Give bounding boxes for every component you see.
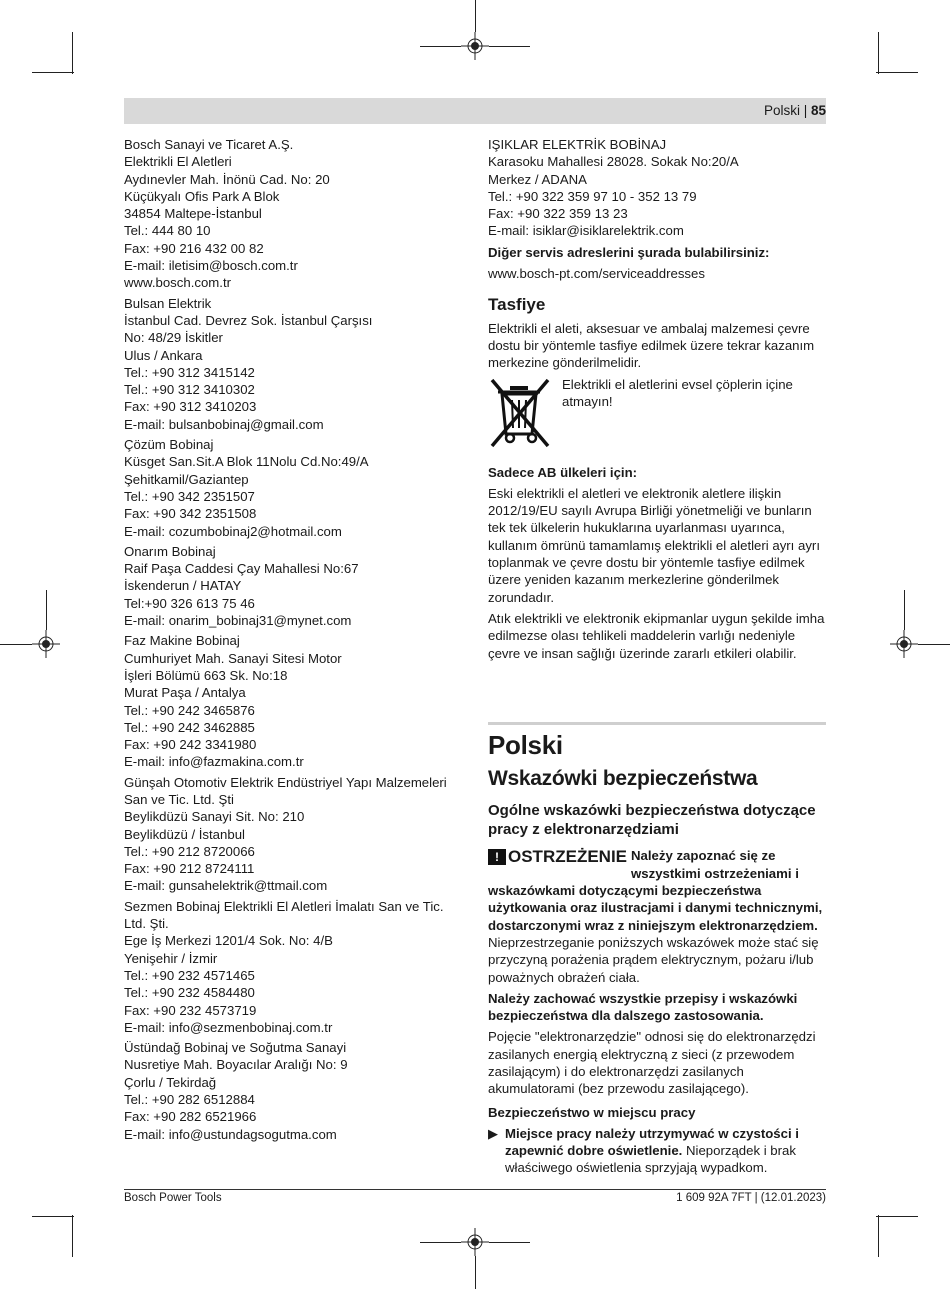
- address-block: [124, 632, 464, 770]
- address-name: Çözüm Bobinaj: [124, 437, 214, 453]
- weee-text: Elektrikli el aletlerini evsel çöplerin içine atmayın!: [562, 376, 793, 409]
- address-name: Üstündağ Bobinaj ve Soğutma Sanayi: [124, 1040, 347, 1056]
- address-line: 34854 Maltepe-İstanbul: [124, 206, 262, 222]
- address-line: Fax: +90 242 3341980: [124, 737, 257, 753]
- address-block: [124, 543, 464, 629]
- service-addresses-column: [124, 136, 464, 1146]
- crop-mark: [32, 1216, 74, 1217]
- address-line: Tel.: +90 342 2351507: [124, 488, 255, 504]
- safety-title: Wskazówki bezpieczeństwa: [488, 767, 758, 791]
- bullet-arrow-icon: ▶: [488, 1125, 499, 1141]
- header-language: Polski: [763, 103, 800, 118]
- address-line: Elektrikli El Aletleri: [124, 154, 232, 170]
- footer-rule: [124, 1189, 826, 1190]
- address-block: [124, 136, 464, 292]
- address-block: [124, 436, 464, 540]
- address-name: Günşah Otomotiv Elektrik Endüstriyel Yapı Malzemeleri San ve Tic. Ltd. Şti: [124, 774, 447, 807]
- address-line: E-mail: info@fazmakina.com.tr: [124, 754, 304, 770]
- address-line: Fax: +90 232 4573719: [124, 1002, 257, 1018]
- address-name: IŞIKLAR ELEKTRİK BOBİNAJ: [488, 137, 667, 152]
- address-line: Fax: +90 212 8724111: [124, 861, 255, 877]
- address-block: [124, 774, 464, 895]
- address-line: Tel.: +90 232 4584480: [124, 985, 255, 1001]
- language-section-title: Polski: [488, 729, 563, 760]
- address-line: Fax: +90 322 359 13 23: [488, 206, 628, 222]
- crop-mark: [876, 1216, 918, 1217]
- eu-only-heading: Sadece AB ülkeleri için:: [488, 464, 638, 480]
- address-line: Tel.: +90 212 8720066: [124, 843, 255, 859]
- power-tool-definition: Pojęcie "elektronarzędzie" odnosi się do elektronarzędzi zasilanych energią elektryczną z sieci (z przewodem zasilającym) i do elektronarzędzi zasilanych akumulatorami (bez przewodu zasilającego).: [488, 1029, 816, 1097]
- address-line: Tel.: +90 312 3410302: [124, 382, 255, 398]
- address-name: Onarım Bobinaj: [124, 543, 216, 559]
- address-line: İstanbul Cad. Devrez Sok. İstanbul Çarşısı: [124, 312, 373, 328]
- address-line: Nusretiye Mah. Boyacılar Aralığı No: 9: [124, 1057, 348, 1073]
- registration-mark-icon: [32, 630, 60, 658]
- address-line: Tel.: +90 242 3465876: [124, 702, 255, 718]
- address-line: E-mail: cozumbobinaj2@hotmail.com: [124, 523, 342, 539]
- registration-mark-icon: [890, 630, 918, 658]
- service-url-link[interactable]: www.bosch-pt.com/serviceaddresses: [488, 266, 705, 282]
- address-line: E-mail: onarim_bobinaj31@mynet.com: [124, 613, 352, 629]
- address-name: Sezmen Bobinaj Elektrikli El Aletleri İmalatı San ve Tic. Ltd. Şti.: [124, 898, 444, 932]
- address-line: Şehitkamil/Gaziantep: [124, 471, 249, 487]
- address-line: Beylikdüzü / İstanbul: [124, 826, 245, 842]
- address-line: www.bosch.com.tr: [124, 275, 231, 291]
- address-block: [124, 295, 464, 433]
- header-bar: [124, 98, 826, 124]
- address-line: Murat Paşa / Antalya: [124, 685, 246, 701]
- crop-mark: [32, 72, 74, 73]
- crop-mark: [918, 644, 950, 645]
- address-name: Faz Makine Bobinaj: [124, 633, 240, 649]
- address-name: Bulsan Elektrik: [124, 295, 212, 311]
- address-line: E-mail: gunsahelektrik@ttmail.com: [124, 878, 328, 894]
- crop-mark: [475, 0, 476, 32]
- eu-directive-text: Eski elektrikli el aletleri ve elektronik aletlere ilişkin 2012/19/EU sayılı Avrupa Birliği yönetmeliği ve bunların tek tek ülkelerin hukuklarına uyarlanması uyarınca, kullanım ömrünü tamamlamış elektrikli el aletleri ayrı ayrı toplanmak ve çevre dostu bir yöntemle tasfiye edilmek üzere yeniden kazanım merkezlerine gönderilmek zorundadır.: [488, 485, 820, 605]
- address-line: Merkez / ADANA: [488, 171, 587, 187]
- footer-doc-id: 1 609 92A 7FT | (12.01.2023): [676, 1192, 826, 1204]
- registration-mark-icon: [461, 1228, 489, 1256]
- address-line: Fax: +90 282 6521966: [124, 1109, 257, 1125]
- address-line: E-mail: isiklar@isiklarelektrik.com: [488, 223, 684, 239]
- crop-mark: [878, 1215, 879, 1257]
- crop-mark: [475, 1256, 476, 1289]
- address-line: Tel.: +90 312 3415142: [124, 364, 255, 380]
- crop-mark: [46, 590, 47, 630]
- address-line: Cumhuriyet Mah. Sanayi Sitesi Motor: [124, 650, 342, 666]
- page-header: Polski | 85: [763, 103, 826, 118]
- disposal-heading: Tasfiye: [488, 295, 546, 315]
- section-divider: [488, 722, 826, 725]
- address-line: Tel.: +90 242 3462885: [124, 719, 255, 735]
- crop-mark: [420, 46, 461, 47]
- address-block: [124, 898, 464, 1036]
- crossed-bin-icon: [488, 376, 552, 448]
- keep-instructions-text: Należy zachować wszystkie przepisy i wskazówki bezpieczeństwa dla dalszego zastosowania.: [488, 990, 798, 1024]
- crop-mark: [876, 72, 918, 73]
- address-line: E-mail: info@sezmenbobinaj.com.tr: [124, 1019, 333, 1035]
- address-line: E-mail: info@ustundagsogutma.com: [124, 1126, 337, 1142]
- address-line: Karasoku Mahallesi 28028. Sokak No:20/A: [488, 154, 739, 170]
- warning-normal-text: Nieprzestrzeganie poniższych wskazówek może stać się przyczyną porażenia prądem elektrycznym, pożaru i/lub poważnych obrażeń ciała.: [488, 934, 819, 985]
- warning-triangle-icon: !: [488, 849, 506, 865]
- crop-mark: [489, 46, 530, 47]
- address-line: Küçükyalı Ofis Park A Blok: [124, 188, 280, 204]
- bullet-normal-text: Nieporządek i brak właściwego oświetlenia sprzyjają wypadkom.: [505, 1143, 796, 1176]
- address-block: [124, 1039, 464, 1143]
- address-line: Tel:+90 326 613 75 46: [124, 595, 255, 611]
- general-safety-subtitle: Ogólne wskazówki bezpieczeństwa dotyczące pracy z elektronarzędziami: [488, 802, 816, 839]
- crop-mark: [0, 644, 32, 645]
- address-line: Yenişehir / İzmir: [124, 950, 218, 966]
- crop-mark: [72, 1215, 73, 1257]
- waste-hazard-text: Atık elektrikli ve elektronik ekipmanlar uygun şekilde imha edilmezse olası tehlikeli maddelerin varlığı nedeniyle çevre ve insan sağlığı üzerinde zararlı etkileri olabilir.: [488, 610, 825, 661]
- address-line: Tel.: +90 322 359 97 10 - 352 13 79: [488, 188, 697, 204]
- warning-paragraph: [488, 847, 826, 985]
- right-column: [488, 136, 826, 1177]
- weee-notice: [488, 376, 826, 450]
- address-name: Bosch Sanayi ve Ticaret A.Ş.: [124, 137, 294, 152]
- crop-mark: [878, 32, 879, 74]
- bullet-bold-text: Miejsce pracy należy utrzymywać w czystości i zapewnić dobre oświetlenie.: [505, 1125, 799, 1159]
- crop-mark: [489, 1242, 530, 1243]
- registration-mark-icon: [461, 32, 489, 60]
- address-line: İşleri Bölümü 663 Sk. No:18: [124, 667, 288, 683]
- address-line: Beylikdüzü Sanayi Sit. No: 210: [124, 809, 305, 825]
- address-line: Çorlu / Tekirdağ: [124, 1074, 217, 1090]
- footer-brand: Bosch Power Tools: [124, 1192, 222, 1204]
- address-line: Raif Paşa Caddesi Çay Mahallesi No:67: [124, 561, 359, 577]
- address-line: Ege İş Merkezi 1201/4 Sok. No: 4/B: [124, 933, 333, 949]
- address-line: Tel.: 444 80 10: [124, 223, 211, 239]
- address-line: Küsget San.Sit.A Blok 11Nolu Cd.No:49/A: [124, 454, 369, 470]
- address-line: Tel.: +90 282 6512884: [124, 1092, 255, 1108]
- address-line: Fax: +90 216 432 00 82: [124, 240, 264, 256]
- warning-label: [488, 847, 627, 866]
- address-line: Fax: +90 312 3410203: [124, 399, 257, 415]
- address-line: No: 48/29 İskitler: [124, 330, 223, 346]
- other-service-heading: Diğer servis adreslerini şurada bulabilirsiniz:: [488, 244, 770, 260]
- address-line: E-mail: iletisim@bosch.com.tr: [124, 258, 298, 274]
- crop-mark: [904, 590, 905, 630]
- address-line: Aydınevler Mah. İnönü Cad. No: 20: [124, 171, 330, 187]
- address-line: Fax: +90 342 2351508: [124, 506, 257, 522]
- address-line: E-mail: bulsanbobinaj@gmail.com: [124, 416, 324, 432]
- bullet-item: [488, 1125, 826, 1177]
- address-line: İskenderun / HATAY: [124, 578, 242, 594]
- address-line: Tel.: +90 232 4571465: [124, 967, 255, 983]
- address-line: Ulus / Ankara: [124, 347, 203, 363]
- disposal-text: Elektrikli el aleti, aksesuar ve ambalaj malzemesi çevre dostu bir yöntemle tasfiye edilmek üzere tekrar kazanım merkezine gönderilmelidir.: [488, 320, 815, 371]
- address-block-isiklar: [488, 136, 826, 240]
- warning-bold-text: Należy zapoznać się ze wszystkimi ostrzeżeniami i wskazówkami dotyczącymi bezpieczeństwa użytkowania oraz ilustracjami i danymi technicznymi, dostarczonymi wraz z niniejszym elektronarzędziem.: [488, 848, 823, 933]
- workplace-safety-heading: Bezpieczeństwo w miejscu pracy: [488, 1104, 696, 1120]
- crop-mark: [72, 32, 73, 74]
- page-number: 85: [810, 103, 826, 118]
- crop-mark: [420, 1242, 461, 1243]
- warning-label-text: OSTRZEŻENIE: [508, 847, 628, 867]
